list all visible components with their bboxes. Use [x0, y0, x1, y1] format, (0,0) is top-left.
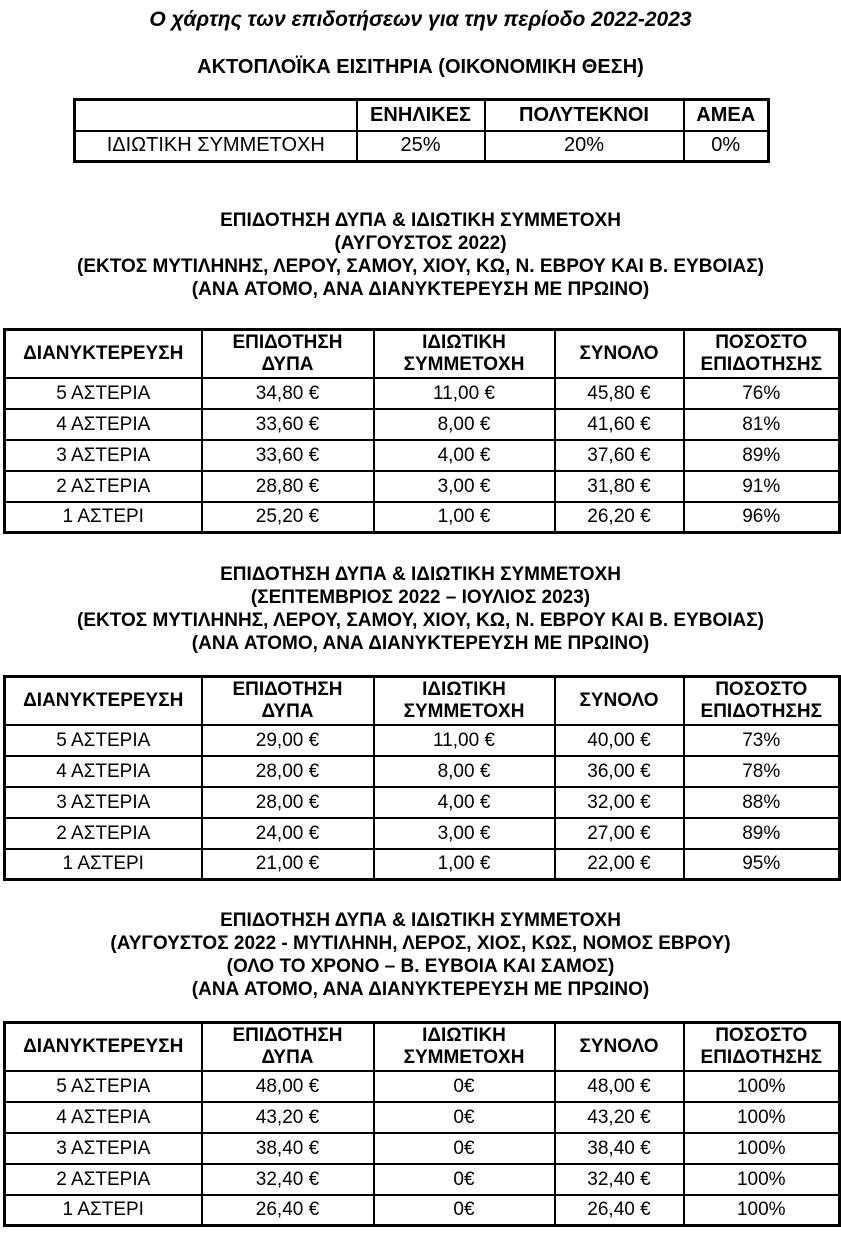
document-page	[0, 8, 841, 1234]
row-label: 5 ΑΣΤΕΡΙΑ	[5, 378, 202, 409]
table-cell: 0€	[374, 1164, 555, 1195]
column-header-private-participation: ΙΔΙΩΤΙΚΗ ΣΥΜΜΕΤΟΧΗ	[374, 677, 555, 725]
row-label: 4 ΑΣΤΕΡΙΑ	[5, 756, 202, 787]
table-cell: 1,00 €	[374, 849, 555, 880]
row-label: 1 ΑΣΤΕΡΙ	[5, 502, 202, 533]
column-header-subsidy-percentage: ΠΟΣΟΣΤΟ ΕΠΙΔΟΤΗΣΗΣ	[684, 1023, 840, 1071]
table-cell: 95%	[684, 849, 840, 880]
table-row-1-star	[5, 1195, 840, 1226]
table-cell: 100%	[684, 1102, 840, 1133]
table-row-4-stars	[5, 1102, 840, 1133]
table-row-2-stars	[5, 471, 840, 502]
table-cell: 28,00 €	[202, 787, 374, 818]
table-cell: 38,40 €	[202, 1133, 374, 1164]
subsidy-table-september-2022-july-2023	[3, 675, 841, 881]
row-label: 3 ΑΣΤΕΡΙΑ	[5, 1133, 202, 1164]
table-cell: 0€	[374, 1195, 555, 1226]
table-cell: 3,00 €	[374, 471, 555, 502]
heading-line: ΕΠΙΔΟΤΗΣΗ ΔΥΠΑ & ΙΔΙΩΤΙΚΗ ΣΥΜΜΕΤΟΧΗ	[220, 210, 621, 231]
table-cell: 27,00 €	[555, 818, 684, 849]
table-cell: 100%	[684, 1164, 840, 1195]
table-cell: 73%	[684, 725, 840, 756]
table-cell: 0%	[684, 131, 769, 162]
row-label: 5 ΑΣΤΕΡΙΑ	[5, 1071, 202, 1102]
row-label: 2 ΑΣΤΕΡΙΑ	[5, 471, 202, 502]
header-row	[5, 330, 840, 378]
row-label: 4 ΑΣΤΕΡΙΑ	[5, 1102, 202, 1133]
table-cell: 38,40 €	[555, 1133, 684, 1164]
table-cell: 8,00 €	[374, 409, 555, 440]
table-cell: 26,20 €	[555, 502, 684, 533]
row-label: 5 ΑΣΤΕΡΙΑ	[5, 725, 202, 756]
table-cell: 32,00 €	[555, 787, 684, 818]
table-cell: 4,00 €	[374, 787, 555, 818]
row-label: 3 ΑΣΤΕΡΙΑ	[5, 440, 202, 471]
heading-line: (ΕΚΤΟΣ ΜΥΤΙΛΗΝΗΣ, ΛΕΡΟΥ, ΣΑΜΟΥ, ΧΙΟΥ, ΚΩ, Ν. ΕΒΡΟΥ ΚΑΙ Β. ΕΥΒΟΙΑΣ)	[77, 610, 764, 631]
column-header-private-participation: ΙΔΙΩΤΙΚΗ ΣΥΜΜΕΤΟΧΗ	[374, 330, 555, 378]
table-cell: 33,60 €	[202, 440, 374, 471]
heading-line: (ΣΕΠΤΕΜΒΡΙΟΣ 2022 – ΙΟΥΛΙΟΣ 2023)	[250, 587, 591, 608]
section-august-2022	[0, 209, 841, 534]
table-cell: 41,60 €	[555, 409, 684, 440]
row-label: 4 ΑΣΤΕΡΙΑ	[5, 409, 202, 440]
heading-line: (ΑΥΓΟΥΣΤΟΣ 2022)	[334, 233, 507, 254]
table-cell: 89%	[684, 440, 840, 471]
table-cell: 32,40 €	[555, 1164, 684, 1195]
table-cell: 45,80 €	[555, 378, 684, 409]
heading-line: (ΕΚΤΟΣ ΜΥΤΙΛΗΝΗΣ, ΛΕΡΟΥ, ΣΑΜΟΥ, ΧΙΟΥ, ΚΩ, Ν. ΕΒΡΟΥ ΚΑΙ Β. ΕΥΒΟΙΑΣ)	[77, 256, 764, 277]
table-cell: 29,00 €	[202, 725, 374, 756]
table-row-4-stars	[5, 756, 840, 787]
heading-line: ΕΠΙΔΟΤΗΣΗ ΔΥΠΑ & ΙΔΙΩΤΙΚΗ ΣΥΜΜΕΤΟΧΗ	[220, 564, 621, 585]
table-cell: 48,00 €	[202, 1071, 374, 1102]
table-cell: 88%	[684, 787, 840, 818]
heading-line: (ΑΝΑ ΑΤΟΜΟ, ΑΝΑ ΔΙΑΝΥΚΤΕΡΕΥΣΗ ΜΕ ΠΡΩΙΝΟ)	[191, 979, 650, 1000]
table-cell: 100%	[684, 1195, 840, 1226]
section-september-2022-july-2023	[0, 563, 841, 881]
subsidy-table-islands	[3, 1021, 841, 1227]
table-cell: 0€	[374, 1071, 555, 1102]
column-header-total: ΣΥΝΟΛΟ	[555, 677, 684, 725]
row-label: 2 ΑΣΤΕΡΙΑ	[5, 818, 202, 849]
heading-line: ΕΠΙΔΟΤΗΣΗ ΔΥΠΑ & ΙΔΙΩΤΙΚΗ ΣΥΜΜΕΤΟΧΗ	[220, 910, 621, 931]
subsidy-table-august-2022	[3, 328, 841, 534]
row-label-private-participation: ΙΔΙΩΤΙΚΗ ΣΥΜΜΕΤΟΧΗ	[75, 131, 357, 162]
row-label: 1 ΑΣΤΕΡΙ	[5, 849, 202, 880]
column-header-subsidy-percentage: ΠΟΣΟΣΤΟ ΕΠΙΔΟΤΗΣΗΣ	[684, 677, 840, 725]
table-row-1-star	[5, 502, 840, 533]
table-cell: 25%	[357, 131, 485, 162]
table-cell: 96%	[684, 502, 840, 533]
section-heading	[0, 563, 841, 655]
table-cell: 22,00 €	[555, 849, 684, 880]
table-row-2-stars	[5, 818, 840, 849]
table-cell: 20%	[485, 131, 684, 162]
column-header-empty	[75, 100, 357, 131]
column-header-total: ΣΥΝΟΛΟ	[555, 1023, 684, 1071]
table-cell: 36,00 €	[555, 756, 684, 787]
table-cell: 89%	[684, 818, 840, 849]
column-header-subsidy-percentage: ΠΟΣΟΣΤΟ ΕΠΙΔΟΤΗΣΗΣ	[684, 330, 840, 378]
table-cell: 81%	[684, 409, 840, 440]
column-header-adults: ΕΝΗΛΙΚΕΣ	[357, 100, 485, 131]
table-cell: 100%	[684, 1133, 840, 1164]
table-row-3-stars	[5, 1133, 840, 1164]
table-cell: 43,20 €	[555, 1102, 684, 1133]
header-row	[5, 1023, 840, 1071]
table-cell: 28,80 €	[202, 471, 374, 502]
section-heading	[0, 209, 841, 301]
table-cell: 91%	[684, 471, 840, 502]
table-row-3-stars	[5, 787, 840, 818]
header-row	[75, 100, 769, 131]
heading-line: (ΟΛΟ ΤΟ ΧΡΟΝΟ – Β. ΕΥΒΟΙΑ ΚΑΙ ΣΑΜΟΣ)	[226, 956, 615, 977]
column-header-dypa-subsidy: ΕΠΙΔΟΤΗΣΗ ΔΥΠΑ	[202, 677, 374, 725]
table-cell: 26,40 €	[202, 1195, 374, 1226]
column-header-overnight-stay: ΔΙΑΝΥΚΤΕΡΕΥΣΗ	[5, 677, 202, 725]
table-cell: 26,40 €	[555, 1195, 684, 1226]
table-cell: 25,20 €	[202, 502, 374, 533]
table-cell: 11,00 €	[374, 725, 555, 756]
table-cell: 78%	[684, 756, 840, 787]
column-header-large-families: ΠΟΛΥΤΕΚΝΟΙ	[485, 100, 684, 131]
ferry-participation-table	[73, 98, 770, 163]
table-cell: 40,00 €	[555, 725, 684, 756]
header-row	[5, 677, 840, 725]
table-row-3-stars	[5, 440, 840, 471]
table-cell: 37,60 €	[555, 440, 684, 471]
column-header-dypa-subsidy: ΕΠΙΔΟΤΗΣΗ ΔΥΠΑ	[202, 1023, 374, 1071]
table-cell: 3,00 €	[374, 818, 555, 849]
table-cell: 76%	[684, 378, 840, 409]
row-label: 1 ΑΣΤΕΡΙ	[5, 1195, 202, 1226]
table-cell: 24,00 €	[202, 818, 374, 849]
column-header-private-participation: ΙΔΙΩΤΙΚΗ ΣΥΜΜΕΤΟΧΗ	[374, 1023, 555, 1071]
table-cell: 31,80 €	[555, 471, 684, 502]
column-header-total: ΣΥΝΟΛΟ	[555, 330, 684, 378]
table-row-5-stars	[5, 378, 840, 409]
column-header-disabled: ΑΜΕΑ	[684, 100, 769, 131]
table-cell: 100%	[684, 1071, 840, 1102]
table-cell: 0€	[374, 1133, 555, 1164]
column-header-dypa-subsidy: ΕΠΙΔΟΤΗΣΗ ΔΥΠΑ	[202, 330, 374, 378]
heading-line: (ΑΥΓΟΥΣΤΟΣ 2022 - ΜΥΤΙΛΗΝΗ, ΛΕΡΟΣ, ΧΙΟΣ, ΚΩΣ, ΝΟΜΟΣ ΕΒΡΟΥ)	[110, 933, 731, 954]
table-cell: 8,00 €	[374, 756, 555, 787]
heading-line: (ΑΝΑ ΑΤΟΜΟ, ΑΝΑ ΔΙΑΝΥΚΤΕΡΕΥΣΗ ΜΕ ΠΡΩΙΝΟ)	[191, 279, 650, 300]
document-title: Ο χάρτης των επιδοτήσεων για την περίοδο 2022-2023	[149, 8, 692, 31]
table-row-1-star	[5, 849, 840, 880]
table-cell: 28,00 €	[202, 756, 374, 787]
table-cell: 4,00 €	[374, 440, 555, 471]
column-header-overnight-stay: ΔΙΑΝΥΚΤΕΡΕΥΣΗ	[5, 330, 202, 378]
table-row-2-stars	[5, 1164, 840, 1195]
table-cell: 21,00 €	[202, 849, 374, 880]
row-label: 3 ΑΣΤΕΡΙΑ	[5, 787, 202, 818]
table-cell: 11,00 €	[374, 378, 555, 409]
section-heading	[0, 909, 841, 1001]
column-header-overnight-stay: ΔΙΑΝΥΚΤΕΡΕΥΣΗ	[5, 1023, 202, 1071]
section-august-2022-islands	[0, 909, 841, 1227]
table-cell: 1,00 €	[374, 502, 555, 533]
table-cell: 0€	[374, 1102, 555, 1133]
table-cell: 43,20 €	[202, 1102, 374, 1133]
table-cell: 33,60 €	[202, 409, 374, 440]
table-cell: 34,80 €	[202, 378, 374, 409]
table-cell: 32,40 €	[202, 1164, 374, 1195]
table-row-5-stars	[5, 1071, 840, 1102]
table-row-5-stars	[5, 725, 840, 756]
row-label: 2 ΑΣΤΕΡΙΑ	[5, 1164, 202, 1195]
table-row	[75, 131, 769, 162]
table-row-4-stars	[5, 409, 840, 440]
ferry-tickets-section-title: ΑΚΤΟΠΛΟΪΚΑ ΕΙΣΙΤΗΡΙΑ (ΟΙΚΟΝΟΜΙΚΗ ΘΕΣΗ)	[197, 56, 644, 78]
heading-line: (ΑΝΑ ΑΤΟΜΟ, ΑΝΑ ΔΙΑΝΥΚΤΕΡΕΥΣΗ ΜΕ ΠΡΩΙΝΟ)	[191, 633, 650, 654]
table-cell: 48,00 €	[555, 1071, 684, 1102]
